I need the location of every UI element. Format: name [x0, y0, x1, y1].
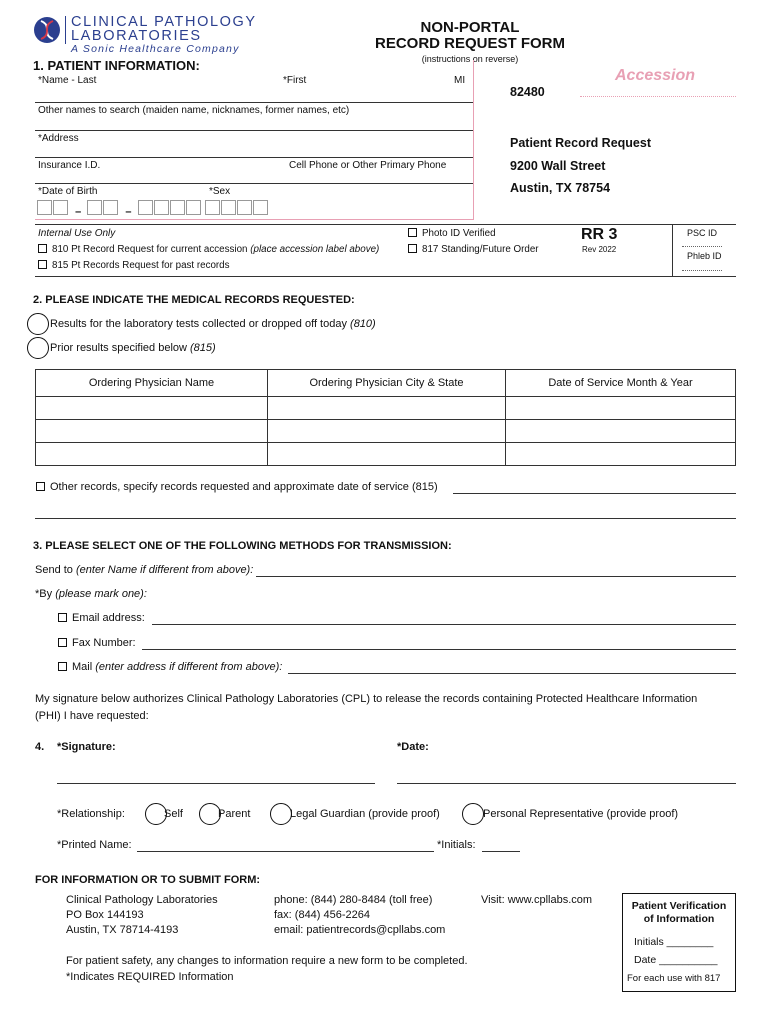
printed-name-line[interactable]: [137, 851, 434, 852]
dob-dash: –: [125, 206, 132, 218]
verification-date[interactable]: Date __________: [634, 954, 718, 966]
logo-divider: [65, 16, 66, 44]
opt-817-label: 817 Standing/Future Order: [422, 244, 539, 255]
physician-table: [35, 369, 736, 466]
send-to-line[interactable]: [256, 576, 736, 577]
table-cell[interactable]: [36, 420, 268, 443]
section2-heading: 2. PLEASE INDICATE THE MEDICAL RECORDS REQUESTED:: [33, 294, 355, 306]
send-to-text: Send to: [35, 564, 73, 576]
checkbox-icon[interactable]: [38, 260, 47, 269]
guardian-label: Legal Guardian (provide proof): [290, 808, 440, 820]
table-row: [36, 443, 736, 466]
other-names-label: Other names to search (maiden name, nicknames, former names, etc): [38, 105, 350, 116]
name-field-line[interactable]: [35, 102, 473, 103]
table-cell[interactable]: [268, 397, 506, 420]
other-records-label: Other records, specify records requested and approximate date of service (815): [50, 481, 438, 493]
mi-label: MI: [454, 75, 466, 86]
form-subtitle: (instructions on reverse): [421, 54, 519, 64]
photo-id-label: Photo ID Verified: [422, 228, 496, 239]
opt-810-note: (place accession label above): [250, 244, 380, 255]
logo-line1: CLINICAL PATHOLOGY: [71, 14, 257, 30]
psc-id-label: PSC ID: [687, 228, 718, 238]
address-line[interactable]: [35, 157, 473, 158]
table-cell[interactable]: [268, 443, 506, 466]
column-header: Ordering Physician City & State: [268, 370, 506, 397]
table-cell[interactable]: [506, 397, 736, 420]
fax-checkbox[interactable]: [58, 637, 136, 649]
guardian-radio[interactable]: [270, 803, 292, 825]
prior-results-code: (815): [190, 342, 216, 354]
dob-dash: –: [75, 206, 82, 218]
by-text: *By: [35, 588, 53, 600]
email-line[interactable]: [152, 624, 736, 625]
representative-label: Personal Representative (provide proof): [483, 808, 679, 820]
accession-label: Accession: [615, 67, 696, 84]
address-label: *Address: [38, 133, 79, 144]
footer-address-1: Clinical Pathology Laboratories: [66, 894, 218, 906]
prior-results-radio[interactable]: [27, 337, 49, 359]
table-header-row: [36, 370, 736, 397]
mail-label: Mail: [72, 661, 93, 673]
accession-line1: Patient Record Request: [510, 136, 652, 150]
internal-top-rule: [35, 224, 736, 225]
phleb-id-label: Phleb ID: [687, 251, 722, 261]
logo-tagline: A Sonic Healthcare Company: [71, 43, 240, 55]
footer-address-2: PO Box 144193: [66, 909, 144, 921]
rr-code: RR 3: [581, 226, 618, 243]
mail-note: (enter address if different from above):: [95, 661, 283, 673]
logo: [33, 14, 273, 56]
section4-number: 4.: [35, 741, 45, 753]
checkbox-icon[interactable]: [58, 662, 67, 671]
initials-label: *Initials:: [437, 839, 476, 851]
today-results-radio[interactable]: [27, 313, 49, 335]
accession-box-bottom: [35, 219, 474, 220]
email-checkbox[interactable]: [58, 612, 145, 624]
phleb-id-line[interactable]: [682, 270, 722, 271]
footer-website[interactable]: Visit: www.cpllabs.com: [481, 894, 593, 906]
accession-underline: [580, 96, 736, 97]
footer-email[interactable]: email: patientrecords@cpllabs.com: [274, 924, 446, 936]
footer-required-note: *Indicates REQUIRED Information: [66, 971, 234, 983]
parent-label: Parent: [218, 808, 251, 820]
form-title-line2: RECORD REQUEST FORM: [374, 35, 565, 52]
by-label: [35, 588, 147, 600]
today-results-text: Results for the laboratory tests collected or dropped off today: [50, 318, 347, 330]
verification-note: For each use with 817: [627, 973, 721, 984]
verification-box: [622, 893, 736, 992]
accession-line2: 9200 Wall Street: [510, 159, 606, 173]
form-title-line1: NON-PORTAL: [420, 19, 520, 36]
mail-line[interactable]: [288, 673, 736, 674]
prior-results-label: [50, 342, 216, 354]
rev-label: Rev 2022: [582, 245, 617, 254]
footer-address-3: Austin, TX 78714-4193: [66, 924, 179, 936]
table-cell[interactable]: [268, 420, 506, 443]
opt-815-label: 815 Pt Records Request for past records: [52, 260, 230, 271]
insurance-label: Insurance I.D.: [38, 160, 101, 171]
today-results-code: (810): [350, 318, 376, 330]
checkbox-icon[interactable]: [408, 228, 417, 237]
self-label: Self: [164, 808, 183, 820]
email-label: Email address:: [72, 612, 145, 624]
other-records-checkbox[interactable]: [36, 481, 438, 493]
other-records-line[interactable]: [453, 493, 736, 494]
verification-initials[interactable]: Initials ________: [634, 936, 714, 948]
accession-box-border: [473, 60, 474, 220]
accession-line3: Austin, TX 78754: [510, 181, 611, 195]
signature-line[interactable]: [57, 783, 375, 784]
name-last-label: *Name - Last: [38, 75, 97, 86]
opt-810-checkbox[interactable]: [38, 244, 379, 255]
opt-810-label: 810 Pt Record Request for current accession: [52, 244, 248, 255]
internal-use-heading: Internal Use Only: [38, 228, 116, 239]
prior-results-text: Prior results specified below: [50, 342, 187, 354]
column-header: Ordering Physician Name: [36, 370, 268, 397]
table-cell[interactable]: [36, 397, 268, 420]
section1-heading: 1. PATIENT INFORMATION:: [33, 58, 200, 73]
column-header: Date of Service Month & Year: [506, 370, 736, 397]
section3-heading: 3. PLEASE SELECT ONE OF THE FOLLOWING METHODS FOR TRANSMISSION:: [33, 540, 452, 552]
send-to-label: [35, 564, 253, 576]
logo-line2: LABORATORIES: [71, 28, 202, 44]
checkbox-icon[interactable]: [408, 244, 417, 253]
table-cell[interactable]: [506, 420, 736, 443]
fax-label: Fax Number:: [72, 637, 136, 649]
footer-fax: fax: (844) 456-2264: [274, 909, 371, 921]
table-row: [36, 420, 736, 443]
dna-helix-icon: [33, 16, 61, 44]
opt-815-checkbox[interactable]: [38, 260, 230, 271]
table-cell[interactable]: [36, 443, 268, 466]
authorization-text: My signature below authorizes Clinical Pathology Laboratories (CPL) to release the records containing Protected Healthcare Information (PHI) I have requested:: [35, 693, 698, 722]
accession-number: 82480: [510, 85, 545, 99]
checkbox-icon[interactable]: [58, 613, 67, 622]
other-names-line[interactable]: [35, 130, 473, 131]
fax-line[interactable]: [142, 649, 736, 650]
representative-radio[interactable]: [462, 803, 484, 825]
footer-phone: phone: (844) 280-8484 (toll free): [274, 894, 433, 906]
dob-label: *Date of Birth: [38, 186, 98, 197]
relationship-label: *Relationship:: [57, 808, 125, 820]
opt-817-checkbox[interactable]: [408, 244, 539, 255]
other-records-line-2[interactable]: [35, 518, 736, 519]
verification-title: Patient Verification of Information: [631, 900, 727, 925]
table-row: [36, 397, 736, 420]
footer-heading: FOR INFORMATION OR TO SUBMIT FORM:: [35, 874, 261, 886]
cell-phone-label: Cell Phone or Other Primary Phone: [289, 160, 447, 171]
mail-checkbox[interactable]: [58, 661, 282, 673]
initials-line[interactable]: [482, 851, 520, 852]
photo-id-checkbox[interactable]: [408, 228, 496, 239]
by-note: (please mark one):: [55, 588, 147, 600]
signature-label: *Signature:: [57, 741, 116, 753]
printed-name-label: *Printed Name:: [57, 839, 132, 851]
table-cell[interactable]: [506, 443, 736, 466]
internal-divider: [672, 225, 673, 277]
name-first-label: *First: [283, 75, 307, 86]
psc-id-line[interactable]: [682, 246, 722, 247]
checkbox-icon[interactable]: [58, 638, 67, 647]
sex-label: *Sex: [209, 186, 231, 197]
checkbox-icon[interactable]: [38, 244, 47, 253]
dob-boxes[interactable]: [37, 200, 269, 218]
footer-safety-note: For patient safety, any changes to information require a new form to be completed.: [66, 955, 468, 967]
insurance-line[interactable]: [35, 183, 473, 184]
internal-bottom-rule: [35, 276, 736, 277]
checkbox-icon[interactable]: [36, 482, 45, 491]
date-line[interactable]: [397, 783, 736, 784]
today-results-label: [50, 318, 376, 330]
date-label: *Date:: [397, 741, 429, 753]
send-to-note: (enter Name if different from above):: [75, 564, 254, 576]
